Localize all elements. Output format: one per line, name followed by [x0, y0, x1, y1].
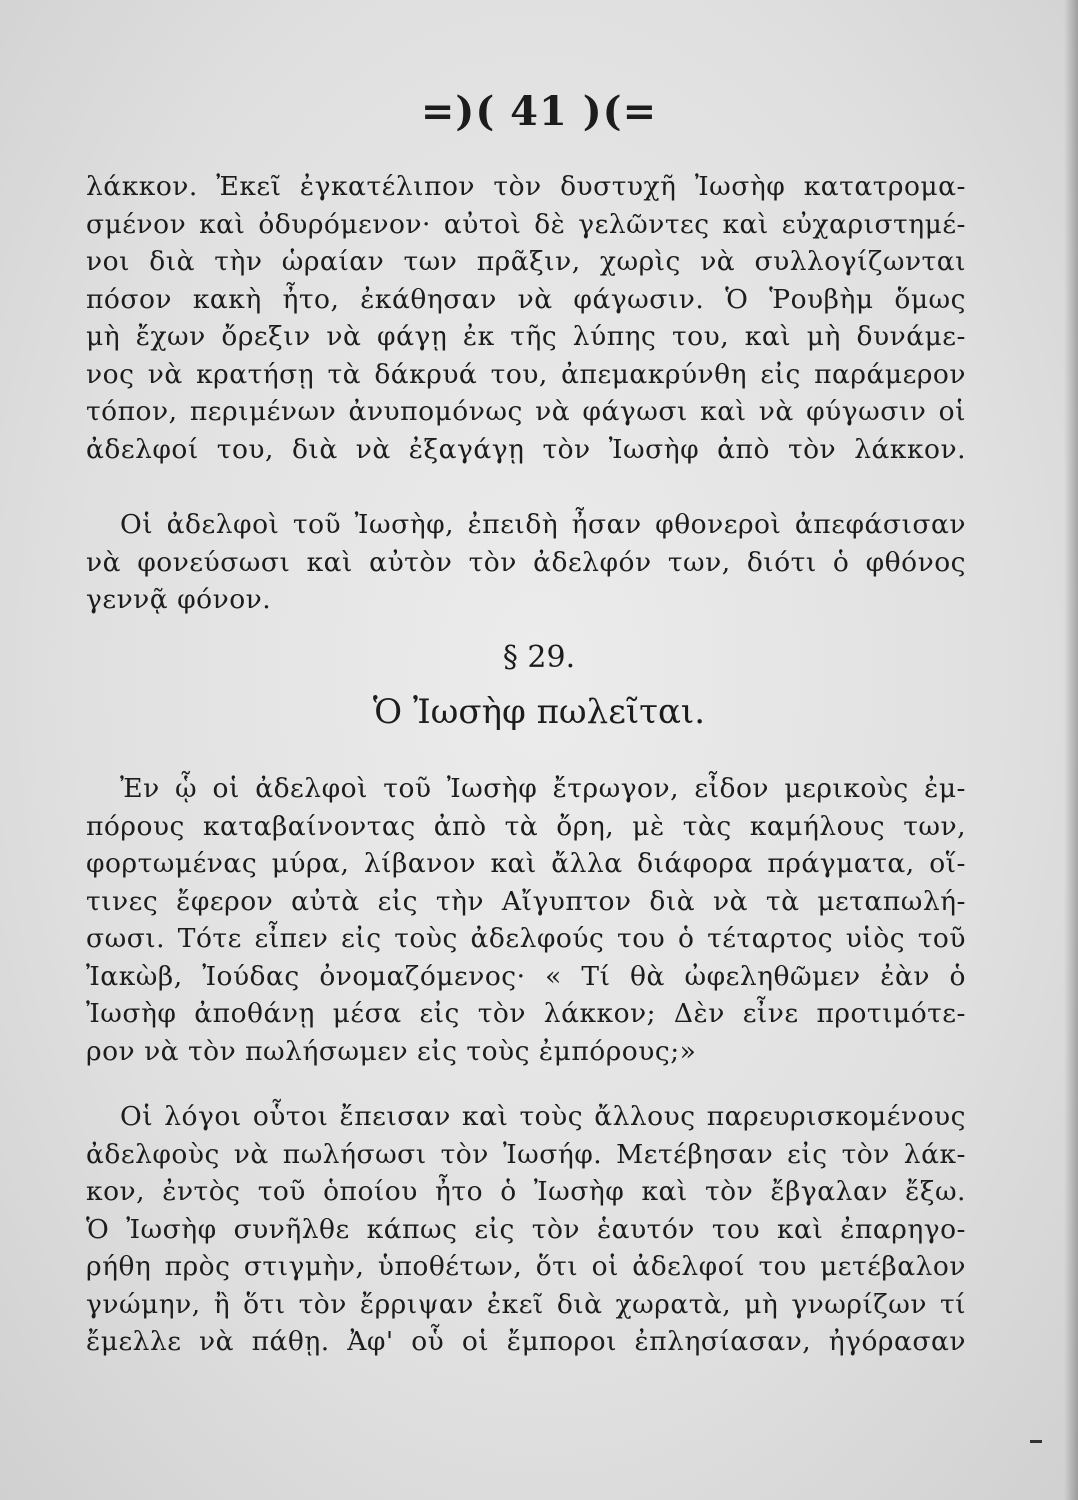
text-line: γεννᾷ φόνον. — [86, 584, 272, 615]
text-line: νοι διὰ τὴν ὡραίαν των πρᾶξιν, χωρὶς νὰ συλλογίζωνται — [86, 246, 966, 277]
text-line: ρον νὰ τὸν πωλήσωμεν εἰς τοὺς ἐμπόρους;» — [86, 1035, 697, 1067]
text-line: γνώμην, ἢ ὅτι τὸν ἔρριψαν ἐκεῖ διὰ χωρατὰ, μὴ γνωρίζων τί — [86, 1288, 966, 1320]
paragraph-3 — [86, 770, 966, 1070]
text-line: Ἰωσὴφ ἀποθάνῃ μέσα εἰς τὸν λάκκον; Δὲν εἶνε προτιμότε- — [86, 998, 966, 1029]
text-line: Ἐν ᾧ οἱ ἀδελφοὶ τοῦ Ἰωσὴφ ἔτρωγον, εἶδον μερικοὺς ἐμ- — [120, 773, 966, 804]
text-line: πόρους καταβαίνοντας ἀπὸ τὰ ὄρη, μὲ τὰς καμήλους των, — [86, 810, 966, 842]
text-line: νὰ φονεύσωσι καὶ αὐτὸν τὸν ἀδελφόν των, διότι ὁ φθόνος — [86, 546, 966, 578]
text-line: Οἱ λόγοι οὗτοι ἔπεισαν καὶ τοὺς ἄλλους παρευρισκομένους — [120, 1101, 966, 1132]
text-line: ἔμελλε νὰ πάθῃ. Ἀφ' οὗ οἱ ἔμποροι ἐπλησίασαν, ἠγόρασαν — [86, 1326, 966, 1357]
paragraph-2 — [86, 506, 966, 619]
page-header: =)( 41 )(= — [420, 88, 658, 135]
text-line: ἀδελφοὺς νὰ πωλήσωσι τὸν Ἰωσήφ. Μετέβησαν εἰς τὸν λάκ- — [86, 1138, 966, 1170]
text-line: τόπον, περιμένων ἀνυπομόνως νὰ φάγωσι καὶ νὰ φύγωσιν οἱ — [86, 396, 966, 427]
text-line: Ἰακὼβ, Ἰούδας ὀνομαζόμενος· « Τί θὰ ὠφεληθῶμεν ἐὰν ὁ — [86, 960, 966, 992]
section-number: § 29. — [502, 640, 576, 675]
section-title: Ὁ Ἰωσὴφ πωλεῖται. — [372, 692, 706, 732]
text-line: κον, ἐντὸς τοῦ ὁποίου ἦτο ὁ Ἰωσὴφ καὶ τὸν ἔβγαλαν ἔξω. — [86, 1176, 966, 1207]
text-line: σμένον καὶ ὀδυρόμενον· αὐτοὶ δὲ γελῶντες καὶ εὐχαριστημέ- — [86, 208, 966, 240]
paragraph-1 — [86, 168, 966, 468]
text-line: πόσον κακὴ ἦτο, ἐκάθησαν νὰ φάγωσιν. Ὁ Ῥουβὴμ ὅμως — [86, 283, 966, 315]
text-line: λάκκον. Ἐκεῖ ἐγκατέλιπον τὸν δυστυχῆ Ἰωσὴφ κατατρομα- — [86, 171, 966, 202]
text-line: σωσι. Τότε εἶπεν εἰς τοὺς ἀδελφούς του ὁ τέταρτος υἱὸς τοῦ — [86, 923, 966, 954]
text-line: Οἱ ἀδελφοὶ τοῦ Ἰωσὴφ, ἐπειδὴ ἦσαν φθονεροὶ ἀπεφάσισαν — [120, 509, 966, 540]
text-line: τινες ἔφερον αὐτὰ εἰς τὴν Αἴγυπτον διὰ νὰ τὰ μεταπωλή- — [86, 885, 966, 917]
text-line: ἀδελφοί του, διὰ νὰ ἐξαγάγῃ τὸν Ἰωσὴφ ἀπὸ τὸν λάκκον. — [86, 433, 966, 465]
paragraph-4 — [86, 1098, 966, 1361]
text-line: νος νὰ κρατήσῃ τὰ δάκρυά του, ἀπεμακρύνθη εἰς παράμερον — [86, 358, 966, 390]
text-line: φορτωμένας μύρα, λίβανον καὶ ἄλλα διάφορα πράγματα, οἵ- — [86, 848, 966, 879]
text-line: ρήθη πρὸς στιγμὴν, ὑποθέτων, ὅτι οἱ ἀδελφοί του μετέβαλον — [86, 1251, 966, 1282]
margin-mark — [1030, 1440, 1042, 1443]
text-line: Ὁ Ἰωσὴφ συνῆλθε κάπως εἰς τὸν ἑαυτόν του καὶ ἐπαρηγο- — [86, 1213, 966, 1245]
page-edge-shadow — [1064, 0, 1078, 1500]
text-line: μὴ ἔχων ὄρεξιν νὰ φάγῃ ἐκ τῆς λύπης του, καὶ μὴ δυνάμε- — [86, 321, 966, 352]
